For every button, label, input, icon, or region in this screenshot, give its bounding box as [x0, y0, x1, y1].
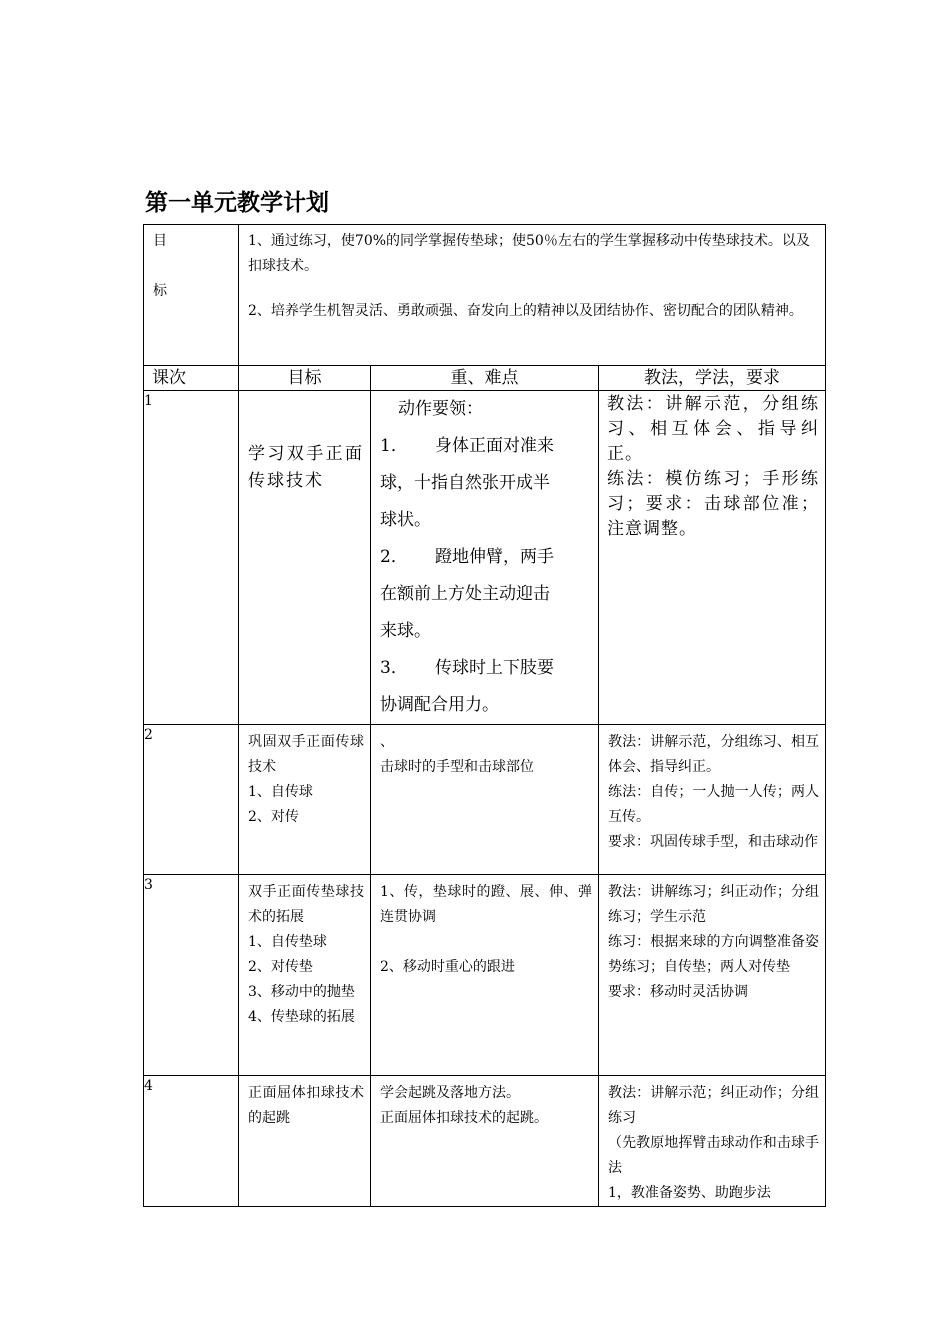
teaching-plan-table — [143, 224, 826, 1207]
method-text: 练法：自传；一人抛一人传；两人互传。 — [608, 784, 820, 825]
header-target: 目标 — [239, 366, 371, 391]
method-text: 教法：讲解练习；纠正动作；分组练习；学生示范 — [608, 884, 820, 925]
keypoints-cell — [371, 391, 599, 725]
page-title: 第一单元教学计划 — [145, 189, 329, 216]
goal-text-2: 2、培养学生机智灵活、勇敢顽强、奋发向上的精神以及团结协作、密切配合的团队精神。 — [248, 303, 803, 319]
keypoint-number: 2． — [380, 547, 408, 567]
target-text: 巩固双手正面传球技术 — [248, 734, 364, 775]
keypoints-cell — [371, 1076, 599, 1207]
methods-cell — [599, 391, 826, 725]
method-text: 教法：讲解示范，分组练习、相互体会、指导纠正。 — [607, 394, 820, 464]
goal-label-cell — [144, 225, 239, 366]
table-row — [144, 725, 826, 875]
header-lesson: 课次 — [144, 366, 239, 391]
goal-text-cell — [239, 225, 826, 366]
target-cell — [239, 725, 371, 875]
keypoint-text: 1、传，垫球时的蹬、展、伸、弹连贯协调 — [380, 884, 592, 925]
keypoint-text: 学会起跳及落地方法。 — [380, 1085, 520, 1101]
method-text: 要求：巩固传球手型，和击球动作 — [608, 834, 818, 850]
keypoints-cell — [371, 725, 599, 875]
table-row — [144, 875, 826, 1076]
lesson-number: 3 — [144, 875, 239, 1076]
keypoint-text: 身体正面对准来 — [435, 436, 554, 456]
target-cell — [239, 1076, 371, 1207]
methods-cell — [599, 1076, 826, 1207]
goal-label-2: 标 — [153, 283, 167, 299]
target-cell — [239, 875, 371, 1076]
keypoint-text: 、 — [380, 734, 394, 750]
table-row — [144, 1076, 826, 1207]
keypoints-cell — [371, 875, 599, 1076]
keypoint-text: 球状。 — [380, 510, 431, 530]
keypoint-text: 蹬地伸臂，两手 — [435, 547, 554, 567]
lesson-number: 2 — [144, 725, 239, 875]
target-text: 4、传垫球的拓展 — [248, 1009, 355, 1025]
methods-cell — [599, 725, 826, 875]
target-text: 双手正面传垫球技术的拓展 — [248, 884, 364, 925]
target-text: 正面屈体扣球技术的起跳 — [248, 1085, 364, 1126]
keypoint-text: 击球时的手型和击球部位 — [380, 759, 534, 775]
goal-row — [144, 225, 826, 366]
target-text: 学习双手正面传球技术 — [248, 444, 364, 491]
target-cell — [239, 391, 371, 725]
header-keypoints: 重、难点 — [371, 366, 599, 391]
target-text: 2、对传 — [248, 809, 299, 825]
method-text: 教法：讲解示范，分组练习、相互体会、指导纠正。 — [608, 734, 820, 775]
goal-label-1: 目 — [153, 233, 167, 249]
method-text: 练习：根据来球的方向调整准备姿势练习；自传垫；两人对传垫 — [608, 934, 820, 975]
keypoint-text: 传球时上下肢要 — [435, 658, 554, 678]
keypoint-text: 球，十指自然张开成半 — [380, 473, 550, 493]
goal-text-1: 1、通过练习，使70%的同学掌握传垫球；使50％左右的学生掌握移动中传垫球技术。以及扣球技术。 — [248, 233, 810, 274]
method-text: 1，教准备姿势、助跑步法 — [608, 1185, 771, 1201]
methods-cell — [599, 875, 826, 1076]
header-row — [144, 366, 826, 391]
keypoint-number: 3． — [380, 658, 408, 678]
keypoint-text: 2、移动时重心的跟进 — [380, 959, 515, 975]
keypoint-text: 在额前上方处主动迎击 — [380, 584, 550, 604]
method-text: 要求：移动时灵活协调 — [608, 984, 748, 1000]
target-text: 2、对传垫 — [248, 959, 313, 975]
target-text: 1、自传球 — [248, 784, 313, 800]
keypoint-text: 来球。 — [380, 621, 431, 641]
method-text: 练法：模仿练习；手形练习；要求：击球部位准；注意调整。 — [607, 469, 820, 539]
keypoint-text: 正面屈体扣球技术的起跳。 — [380, 1110, 548, 1126]
method-text: （先教原地挥臂击球动作和击球手法 — [608, 1135, 820, 1176]
lesson-number: 1 — [144, 391, 239, 725]
lesson-number: 4 — [144, 1076, 239, 1207]
header-methods: 教法，学法，要求 — [599, 366, 826, 391]
table-row — [144, 391, 826, 725]
target-text: 1、自传垫球 — [248, 934, 327, 950]
keypoint-text: 协调配合用力。 — [380, 695, 499, 715]
keypoints-intro: 动作要领： — [398, 399, 483, 419]
target-text: 3、移动中的抛垫 — [248, 984, 355, 1000]
keypoint-number: 1． — [380, 436, 408, 456]
method-text: 教法：讲解示范；纠正动作；分组练习 — [608, 1085, 820, 1126]
